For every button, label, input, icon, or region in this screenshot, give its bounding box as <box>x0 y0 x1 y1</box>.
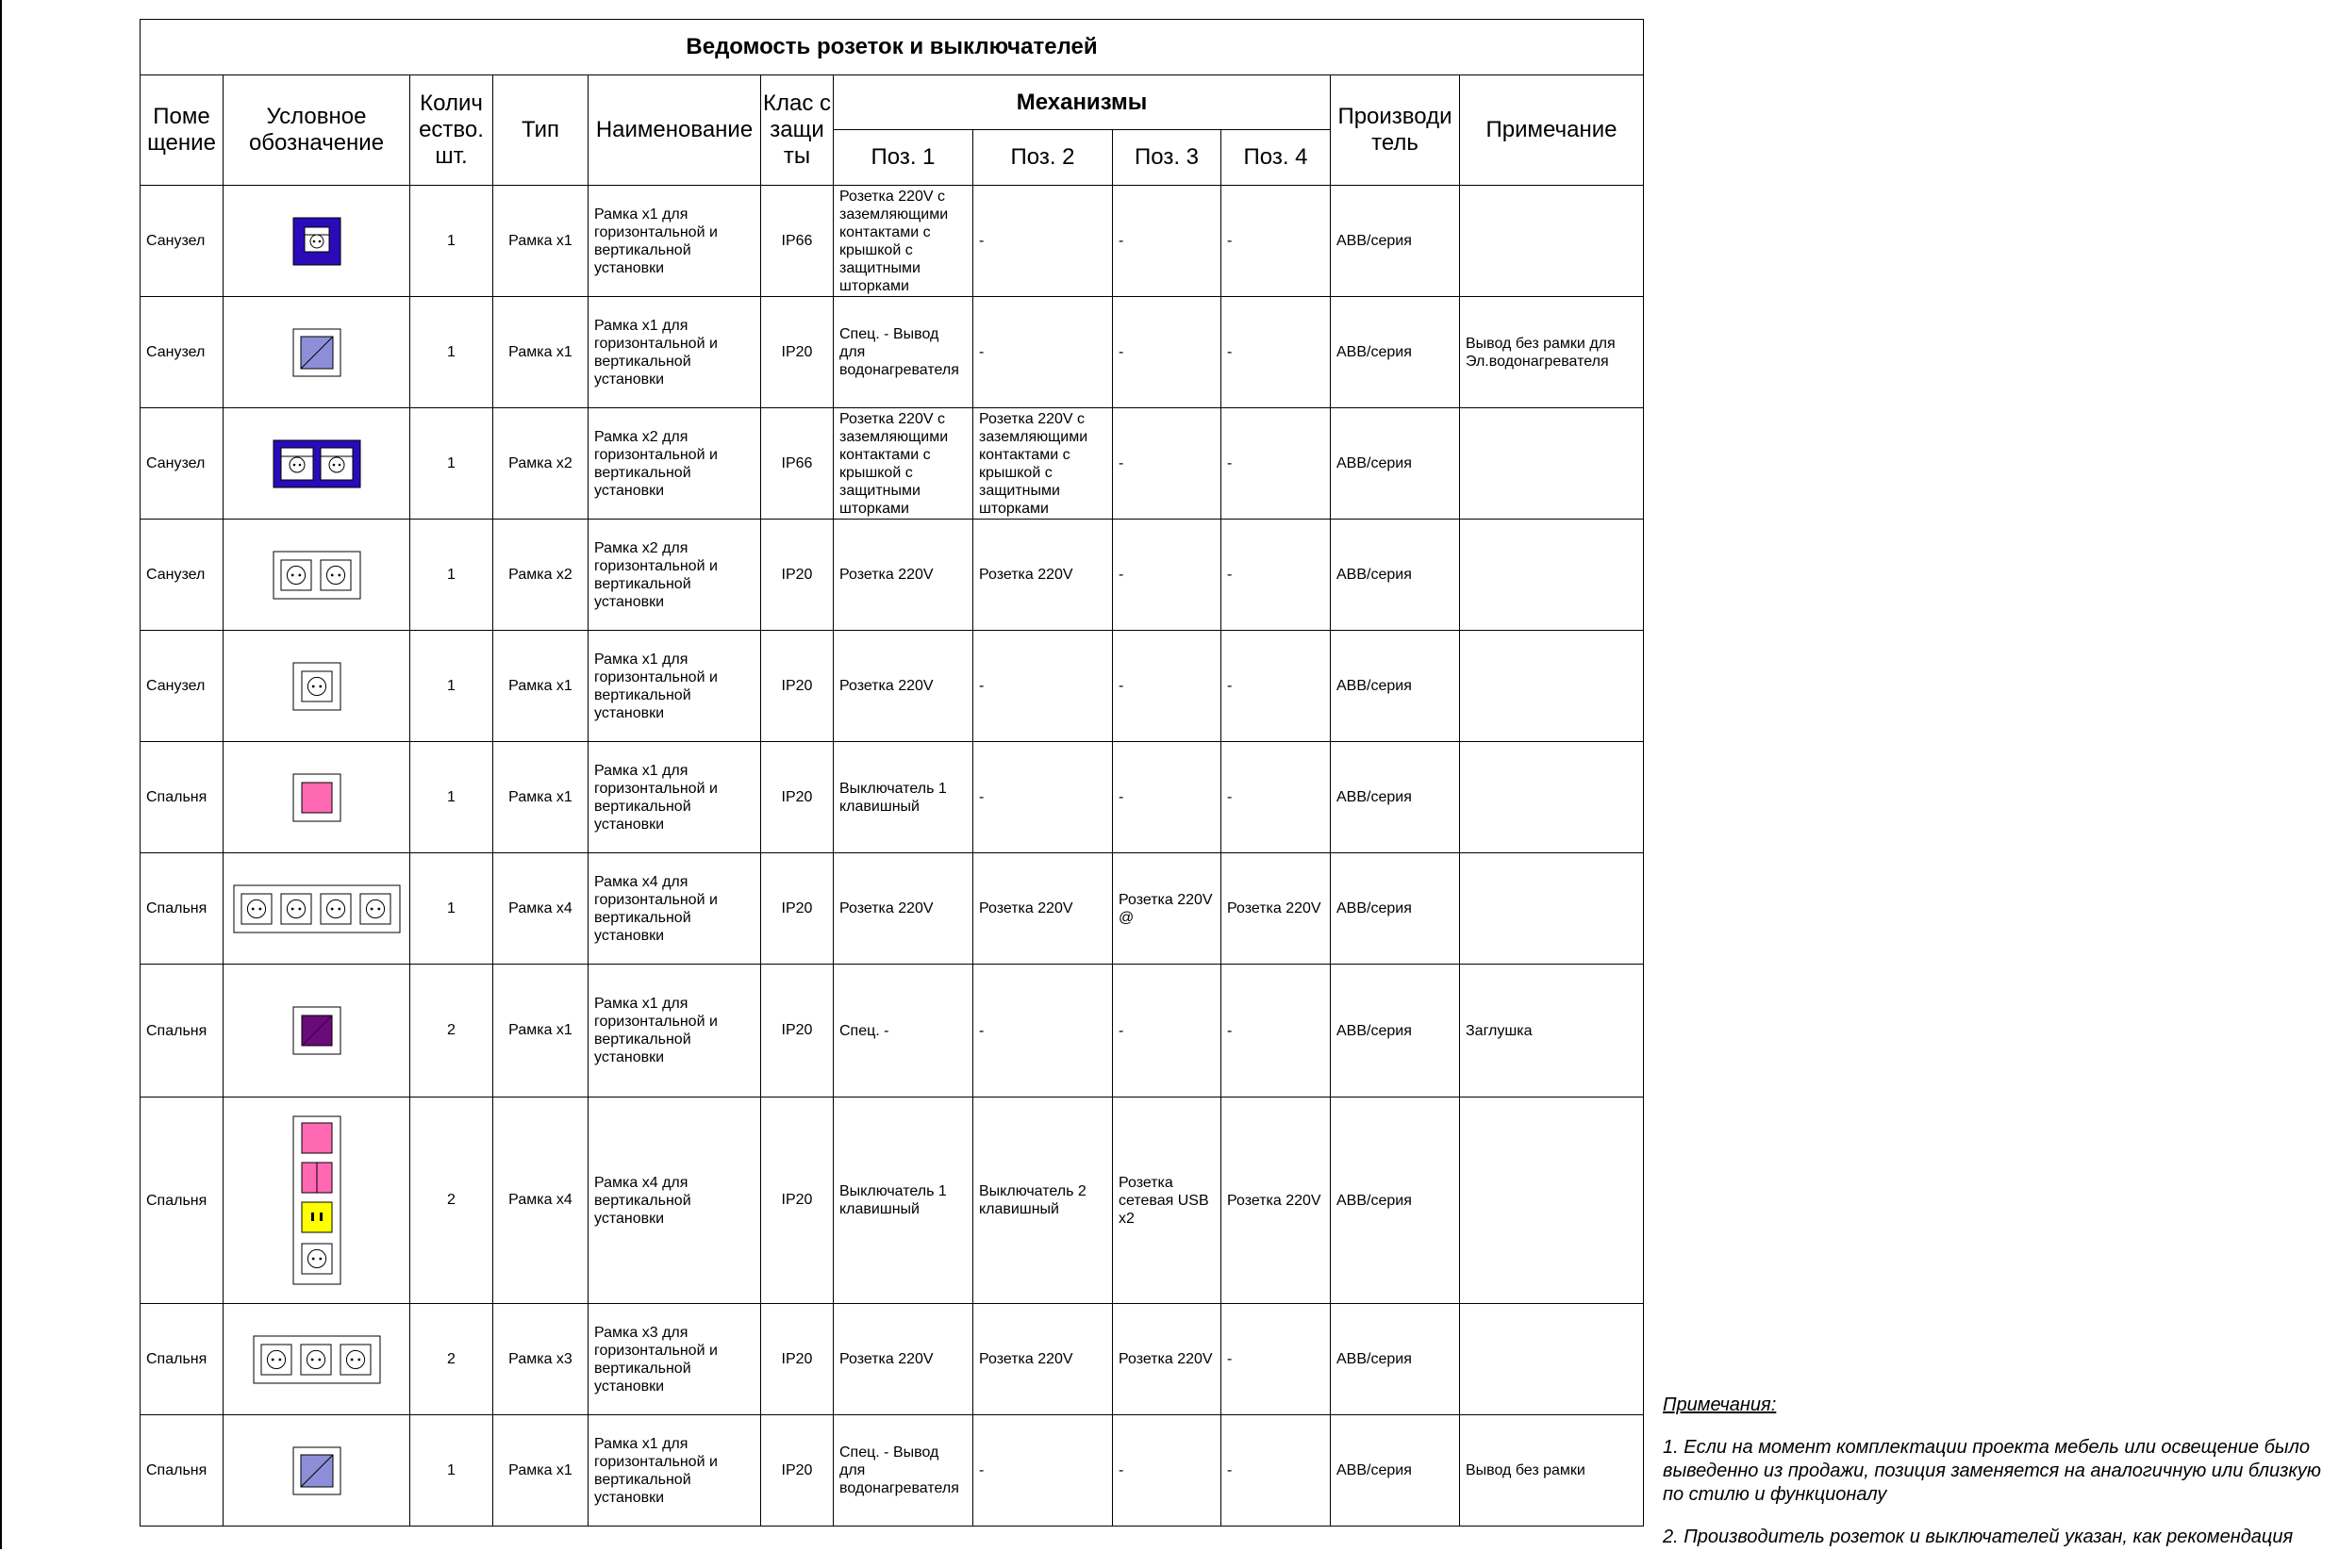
schedule-table <box>140 19 1644 1527</box>
type-cell: Рамка х2 <box>493 520 589 631</box>
name-cell: Рамка х1 для горизонтальной и вертикальной установки <box>589 965 761 1098</box>
symbol-cell <box>224 1098 410 1304</box>
pos3-cell: - <box>1113 1415 1221 1527</box>
symbol-cell <box>224 186 410 297</box>
table-row <box>141 742 1644 853</box>
notes-block <box>1663 1394 2323 1568</box>
room-cell: Спальня <box>141 1415 224 1527</box>
note-cell <box>1460 1098 1644 1304</box>
pos4-cell: - <box>1221 1304 1331 1415</box>
pos3-cell: - <box>1113 631 1221 742</box>
protection-cell: IP20 <box>761 965 834 1098</box>
pos3-cell: Розетка сетевая USB x2 <box>1113 1098 1221 1304</box>
note-cell: Вывод без рамки для Эл.водонагревателя <box>1460 297 1644 408</box>
protection-cell: IP20 <box>761 1098 834 1304</box>
pos2-cell: Розетка 220V <box>973 520 1113 631</box>
header-name: Наименование <box>589 75 761 186</box>
pos3-cell: - <box>1113 520 1221 631</box>
note-cell <box>1460 1304 1644 1415</box>
pos1-cell: Спец. - Вывод для водонагревателя <box>834 297 973 408</box>
socket-4-symbol-icon <box>233 884 401 933</box>
qty-cell: 1 <box>410 408 493 520</box>
pos1-cell: Спец. - <box>834 965 973 1098</box>
pos2-cell: Розетка 220V <box>973 1304 1113 1415</box>
table-row <box>141 520 1644 631</box>
type-cell: Рамка х4 <box>493 1098 589 1304</box>
qty-cell: 1 <box>410 853 493 965</box>
pos4-cell: - <box>1221 408 1331 520</box>
name-cell: Рамка х2 для горизонтальной и вертикальной установки <box>589 408 761 520</box>
note-cell: Заглушка <box>1460 965 1644 1098</box>
manufacturer-cell: АВВ/серия <box>1331 186 1460 297</box>
room-cell: Санузел <box>141 631 224 742</box>
pos3-cell: - <box>1113 742 1221 853</box>
type-cell: Рамка х2 <box>493 408 589 520</box>
type-cell: Рамка х3 <box>493 1304 589 1415</box>
name-cell: Рамка х2 для горизонтальной и вертикальной установки <box>589 520 761 631</box>
pos2-cell: - <box>973 1415 1113 1527</box>
qty-cell: 1 <box>410 1415 493 1527</box>
pos3-cell: Розетка 220V <box>1113 1304 1221 1415</box>
note-cell <box>1460 408 1644 520</box>
header-symbol: Условное обозначение <box>224 75 410 186</box>
vertical-4-symbol-icon <box>292 1115 341 1285</box>
header-pos3: Поз. 3 <box>1113 130 1221 186</box>
note-cell <box>1460 853 1644 965</box>
room-cell: Санузел <box>141 408 224 520</box>
room-cell: Санузел <box>141 186 224 297</box>
table-row <box>141 631 1644 742</box>
ip-socket-1-symbol-icon <box>292 217 341 266</box>
pos2-cell: - <box>973 186 1113 297</box>
pos1-cell: Розетка 220V <box>834 631 973 742</box>
pos2-cell: Розетка 220V с заземляющими контактами с крышкой с защитными шторками <box>973 408 1113 520</box>
type-cell: Рамка х1 <box>493 631 589 742</box>
pos1-cell: Розетка 220V <box>834 520 973 631</box>
header-protection: Клас с защи ты <box>761 75 834 186</box>
name-cell: Рамка х4 для вертикальной установки <box>589 1098 761 1304</box>
symbol-cell <box>224 965 410 1098</box>
table-row <box>141 853 1644 965</box>
pos1-cell: Выключатель 1 клавишный <box>834 742 973 853</box>
name-cell: Рамка х1 для горизонтальной и вертикальной установки <box>589 1415 761 1527</box>
header-pos1: Поз. 1 <box>834 130 973 186</box>
pos3-cell: - <box>1113 186 1221 297</box>
room-cell: Санузел <box>141 297 224 408</box>
left-border-line <box>0 0 2 1549</box>
name-cell: Рамка х3 для горизонтальной и вертикальной установки <box>589 1304 761 1415</box>
protection-cell: IP20 <box>761 1304 834 1415</box>
socket-2-symbol-icon <box>273 551 361 600</box>
name-cell: Рамка х1 для горизонтальной и вертикальной установки <box>589 631 761 742</box>
ip-socket-2-symbol-icon <box>273 439 361 488</box>
pos2-cell: - <box>973 742 1113 853</box>
symbol-cell <box>224 520 410 631</box>
header-manufacturer: Производи тель <box>1331 75 1460 186</box>
manufacturer-cell: АВВ/серия <box>1331 1415 1460 1527</box>
table-row <box>141 186 1644 297</box>
manufacturer-cell: АВВ/серия <box>1331 408 1460 520</box>
pos2-cell: - <box>973 965 1113 1098</box>
header-qty: Колич ество. шт. <box>410 75 493 186</box>
pos3-cell: Розетка 220V @ <box>1113 853 1221 965</box>
pos1-cell: Розетка 220V <box>834 853 973 965</box>
note-cell <box>1460 520 1644 631</box>
symbol-cell <box>224 297 410 408</box>
protection-cell: IP20 <box>761 297 834 408</box>
qty-cell: 2 <box>410 965 493 1098</box>
note-item-2: 2. Производитель розеток и выключателей указан, как рекомендация <box>1663 1527 2294 1547</box>
name-cell: Рамка х1 для горизонтальной и вертикальной установки <box>589 297 761 408</box>
name-cell: Рамка х1 для горизонтальной и вертикальной установки <box>589 186 761 297</box>
type-cell: Рамка х1 <box>493 965 589 1098</box>
type-cell: Рамка х1 <box>493 297 589 408</box>
pos3-cell: - <box>1113 297 1221 408</box>
pos4-cell: Розетка 220V <box>1221 853 1331 965</box>
qty-cell: 1 <box>410 520 493 631</box>
type-cell: Рамка х1 <box>493 1415 589 1527</box>
table-row <box>141 1415 1644 1527</box>
manufacturer-cell: АВВ/серия <box>1331 742 1460 853</box>
blank-1-symbol-icon <box>292 1006 341 1055</box>
pos4-cell: - <box>1221 520 1331 631</box>
room-cell: Спальня <box>141 853 224 965</box>
name-cell: Рамка х4 для горизонтальной и вертикальной установки <box>589 853 761 965</box>
pos1-cell: Розетка 220V <box>834 1304 973 1415</box>
notes-heading: Примечания: <box>1663 1395 1777 1415</box>
pos2-cell: - <box>973 297 1113 408</box>
protection-cell: IP20 <box>761 742 834 853</box>
symbol-cell <box>224 1415 410 1527</box>
room-cell: Спальня <box>141 1098 224 1304</box>
type-cell: Рамка х1 <box>493 742 589 853</box>
table-row <box>141 965 1644 1098</box>
outlet-1-symbol-icon <box>292 1446 341 1495</box>
protection-cell: IP20 <box>761 1415 834 1527</box>
header-type: Тип <box>493 75 589 186</box>
protection-cell: IP20 <box>761 631 834 742</box>
pos4-cell: - <box>1221 1415 1331 1527</box>
header-note: Примечание <box>1460 75 1644 186</box>
pos2-cell: Выключатель 2 клавишный <box>973 1098 1113 1304</box>
qty-cell: 1 <box>410 631 493 742</box>
manufacturer-cell: АВВ/серия <box>1331 297 1460 408</box>
pos3-cell: - <box>1113 965 1221 1098</box>
room-cell: Спальня <box>141 742 224 853</box>
name-cell: Рамка х1 для горизонтальной и вертикальной установки <box>589 742 761 853</box>
qty-cell: 2 <box>410 1304 493 1415</box>
qty-cell: 2 <box>410 1098 493 1304</box>
pos4-cell: - <box>1221 965 1331 1098</box>
protection-cell: IP20 <box>761 853 834 965</box>
pos3-cell: - <box>1113 408 1221 520</box>
type-cell: Рамка х4 <box>493 853 589 965</box>
note-cell <box>1460 631 1644 742</box>
table-row <box>141 1098 1644 1304</box>
pos4-cell: - <box>1221 742 1331 853</box>
document-title: Ведомость розеток и выключателей <box>141 20 1644 75</box>
qty-cell: 1 <box>410 742 493 853</box>
pos1-cell: Спец. - Вывод для водонагревателя <box>834 1415 973 1527</box>
note-item-1: 1. Если на момент комплектации проекта мебель или освещение было выведенно из продажи, позиция заменяется на аналогичную или близкую по стилю и функционалу <box>1663 1437 2321 1505</box>
manufacturer-cell: АВВ/серия <box>1331 853 1460 965</box>
symbol-cell <box>224 742 410 853</box>
pos2-cell: - <box>973 631 1113 742</box>
note-cell <box>1460 742 1644 853</box>
socket-3-symbol-icon <box>253 1335 381 1384</box>
symbol-cell <box>224 631 410 742</box>
table-row <box>141 1304 1644 1415</box>
room-cell: Спальня <box>141 1304 224 1415</box>
header-pos2: Поз. 2 <box>973 130 1113 186</box>
manufacturer-cell: АВВ/серия <box>1331 631 1460 742</box>
table-row <box>141 408 1644 520</box>
room-cell: Санузел <box>141 520 224 631</box>
symbol-cell <box>224 408 410 520</box>
note-cell: Вывод без рамки <box>1460 1415 1644 1527</box>
socket-1-symbol-icon <box>292 662 341 711</box>
outlet-1-symbol-icon <box>292 328 341 377</box>
manufacturer-cell: АВВ/серия <box>1331 965 1460 1098</box>
room-cell: Спальня <box>141 965 224 1098</box>
pos1-cell: Выключатель 1 клавишный <box>834 1098 973 1304</box>
switch-1-symbol-icon <box>292 773 341 822</box>
pos1-cell: Розетка 220V с заземляющими контактами с крышкой с защитными шторками <box>834 186 973 297</box>
qty-cell: 1 <box>410 186 493 297</box>
pos4-cell: Розетка 220V <box>1221 1098 1331 1304</box>
table-row <box>141 297 1644 408</box>
manufacturer-cell: АВВ/серия <box>1331 1304 1460 1415</box>
protection-cell: IP20 <box>761 520 834 631</box>
manufacturer-cell: АВВ/серия <box>1331 1098 1460 1304</box>
protection-cell: IP66 <box>761 408 834 520</box>
pos1-cell: Розетка 220V с заземляющими контактами с крышкой с защитными шторками <box>834 408 973 520</box>
pos2-cell: Розетка 220V <box>973 853 1113 965</box>
header-pos4: Поз. 4 <box>1221 130 1331 186</box>
symbol-cell <box>224 1304 410 1415</box>
note-cell <box>1460 186 1644 297</box>
pos4-cell: - <box>1221 297 1331 408</box>
pos4-cell: - <box>1221 186 1331 297</box>
header-mechanisms: Механизмы <box>834 75 1331 130</box>
protection-cell: IP66 <box>761 186 834 297</box>
manufacturer-cell: АВВ/серия <box>1331 520 1460 631</box>
symbol-cell <box>224 853 410 965</box>
type-cell: Рамка х1 <box>493 186 589 297</box>
pos4-cell: - <box>1221 631 1331 742</box>
header-room: Поме щение <box>141 75 224 186</box>
qty-cell: 1 <box>410 297 493 408</box>
